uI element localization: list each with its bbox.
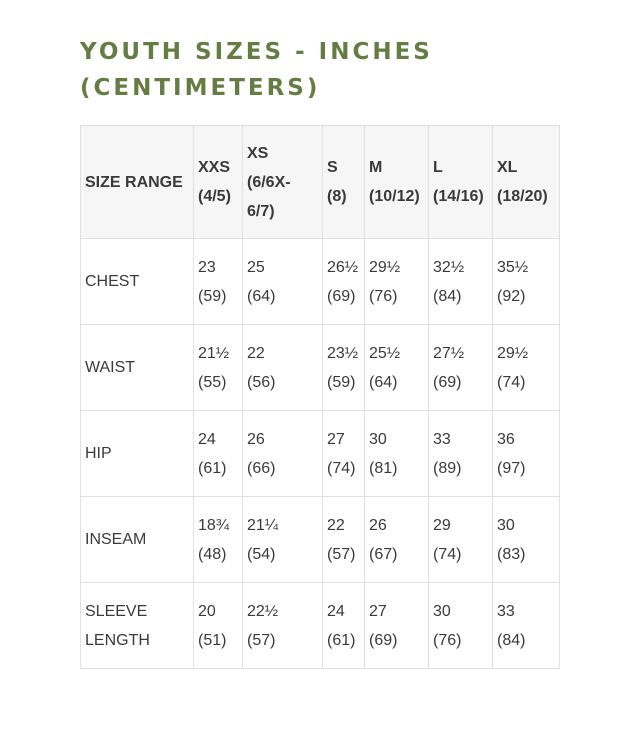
row-label-sleeve-length: SLEEVE LENGTH bbox=[81, 583, 194, 669]
column-header-s: S (8) bbox=[323, 126, 365, 239]
table-cell: 24 (61) bbox=[323, 583, 365, 669]
table-row-sleeve-length bbox=[81, 583, 560, 669]
table-cell: 26 (66) bbox=[243, 411, 323, 497]
table-cell: 30 (81) bbox=[365, 411, 429, 497]
table-cell: 22 (57) bbox=[323, 497, 365, 583]
table-cell: 26½ (69) bbox=[323, 239, 365, 325]
size-range-header: SIZE RANGE bbox=[81, 126, 194, 239]
table-cell: 35½ (92) bbox=[493, 239, 560, 325]
table-cell: 22 (56) bbox=[243, 325, 323, 411]
column-header-m: M (10/12) bbox=[365, 126, 429, 239]
table-cell: 32½ (84) bbox=[429, 239, 493, 325]
table-cell: 29½ (76) bbox=[365, 239, 429, 325]
column-header-xxs: XXS (4/5) bbox=[194, 126, 243, 239]
row-label-waist: WAIST bbox=[81, 325, 194, 411]
table-cell: 23 (59) bbox=[194, 239, 243, 325]
table-cell: 22½ (57) bbox=[243, 583, 323, 669]
row-label-inseam: INSEAM bbox=[81, 497, 194, 583]
row-label-chest: CHEST bbox=[81, 239, 194, 325]
table-cell: 25½ (64) bbox=[365, 325, 429, 411]
table-row-chest bbox=[81, 239, 560, 325]
table-cell: 33 (84) bbox=[493, 583, 560, 669]
table-cell: 27 (69) bbox=[365, 583, 429, 669]
table-cell: 25 (64) bbox=[243, 239, 323, 325]
table-row-waist bbox=[81, 325, 560, 411]
column-header-xs: XS (6/6X-6/7) bbox=[243, 126, 323, 239]
table-row-hip bbox=[81, 411, 560, 497]
table-cell: 27 (74) bbox=[323, 411, 365, 497]
table-cell: 26 (67) bbox=[365, 497, 429, 583]
table-cell: 20 (51) bbox=[194, 583, 243, 669]
page-title: YOUTH SIZES - INCHES (CENTIMETERS) bbox=[80, 39, 433, 101]
column-header-l: L (14/16) bbox=[429, 126, 493, 239]
table-cell: 18¾ (48) bbox=[194, 497, 243, 583]
table-cell: 29½ (74) bbox=[493, 325, 560, 411]
table-cell: 29 (74) bbox=[429, 497, 493, 583]
table-cell: 30 (76) bbox=[429, 583, 493, 669]
table-cell: 36 (97) bbox=[493, 411, 560, 497]
table-cell: 30 (83) bbox=[493, 497, 560, 583]
size-chart-table bbox=[80, 125, 560, 669]
table-cell: 21¼ (54) bbox=[243, 497, 323, 583]
row-label-hip: HIP bbox=[81, 411, 194, 497]
header-row bbox=[81, 126, 560, 239]
column-header-xl: XL (18/20) bbox=[493, 126, 560, 239]
table-row-inseam bbox=[81, 497, 560, 583]
table-cell: 23½ (59) bbox=[323, 325, 365, 411]
table-cell: 27½ (69) bbox=[429, 325, 493, 411]
table-cell: 24 (61) bbox=[194, 411, 243, 497]
table-cell: 33 (89) bbox=[429, 411, 493, 497]
table-cell: 21½ (55) bbox=[194, 325, 243, 411]
